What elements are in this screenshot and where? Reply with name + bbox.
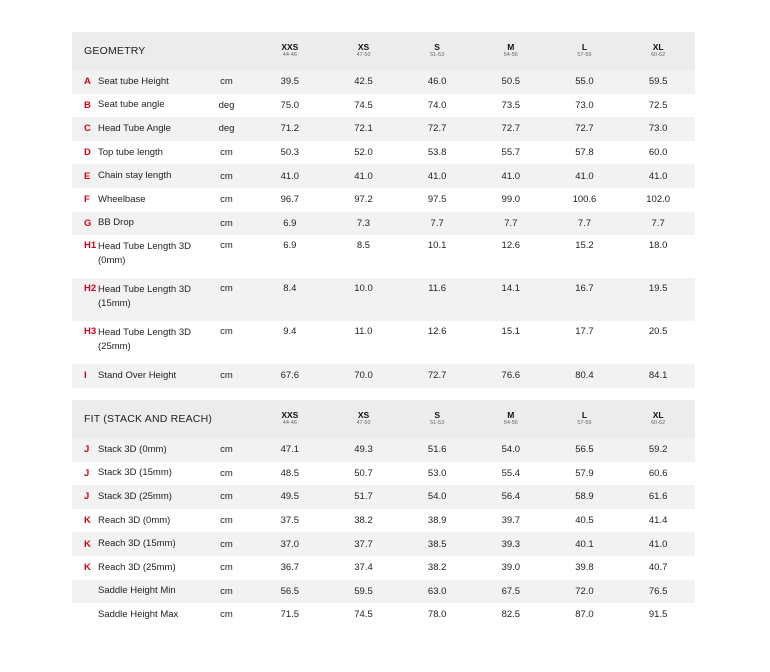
size-range: 57-59 <box>577 52 592 58</box>
size-header-l <box>548 400 622 438</box>
size-range: 51-53 <box>430 420 445 426</box>
table-row <box>72 141 695 165</box>
row-unit: cm <box>220 538 233 550</box>
size-header-xs <box>327 400 401 438</box>
value-cell: 16.7 <box>575 283 594 295</box>
value-cell: 8.5 <box>356 240 371 252</box>
size-name: M <box>507 410 515 420</box>
row-measurement-label: Seat tube angle <box>98 99 165 111</box>
value-cell: 74.5 <box>354 99 373 111</box>
value-cell: 67.6 <box>280 370 300 382</box>
table-row <box>72 532 695 556</box>
row-measurement-label: Stack 3D (15mm) <box>98 467 172 479</box>
size-name: XXS <box>281 42 299 52</box>
value-cell: 54.0 <box>501 444 521 456</box>
value-cell: 38.5 <box>427 538 447 550</box>
value-cell: 60.6 <box>648 467 668 479</box>
row-unit: deg <box>218 99 235 111</box>
table-row <box>72 462 695 486</box>
value-cell: 41.4 <box>648 515 668 527</box>
table-row <box>72 321 695 364</box>
value-cell: 9.4 <box>283 326 297 338</box>
value-cell: 56.4 <box>501 491 521 503</box>
value-cell: 11.0 <box>354 326 373 338</box>
value-cell: 37.0 <box>280 538 300 550</box>
value-cell: 72.5 <box>648 99 668 111</box>
row-letter-marker: A <box>84 76 91 88</box>
row-unit: cm <box>220 147 233 159</box>
value-cell: 38.2 <box>427 562 447 574</box>
geometry-header-row <box>72 32 695 70</box>
value-cell: 52.0 <box>354 147 373 159</box>
row-letter-marker: G <box>84 217 92 229</box>
value-cell: 8.4 <box>283 283 297 295</box>
value-cell: 72.7 <box>427 123 447 135</box>
value-cell: 50.3 <box>280 147 300 159</box>
value-cell: 73.5 <box>501 99 521 111</box>
row-measurement-label: Stand Over Height <box>98 369 177 381</box>
size-name: XL <box>652 410 664 420</box>
table-row <box>72 117 695 141</box>
value-cell: 100.6 <box>572 194 597 206</box>
value-cell: 41.0 <box>648 538 668 550</box>
table-row <box>72 509 695 533</box>
row-unit: cm <box>220 240 233 252</box>
value-cell: 74.5 <box>354 609 373 621</box>
value-cell: 37.7 <box>354 538 373 550</box>
value-cell: 42.5 <box>354 76 373 88</box>
value-cell: 53.0 <box>427 467 447 479</box>
row-measurement-label: Head Tube Angle <box>98 122 171 134</box>
value-cell: 53.8 <box>427 147 447 159</box>
row-letter-marker: I <box>84 370 87 382</box>
value-cell: 60.0 <box>648 147 668 159</box>
size-header-s <box>400 400 474 438</box>
table-row <box>72 603 695 627</box>
value-cell: 80.4 <box>575 370 594 382</box>
row-letter-marker: J <box>84 467 90 479</box>
value-cell: 73.0 <box>575 99 594 111</box>
value-cell: 82.5 <box>501 609 521 621</box>
value-cell: 39.7 <box>501 515 521 527</box>
size-name: L <box>581 410 588 420</box>
row-letter-marker: H3 <box>84 326 97 338</box>
row-letter-marker: E <box>84 170 91 182</box>
row-unit: cm <box>220 585 233 597</box>
row-letter-marker <box>72 580 98 604</box>
value-cell: 99.0 <box>501 194 521 206</box>
table-row <box>72 364 695 388</box>
row-measurement-label: Saddle Height Max <box>98 608 179 620</box>
size-name: XL <box>652 42 664 52</box>
size-header-l <box>548 32 622 70</box>
row-letter-marker: J <box>84 444 90 456</box>
row-unit: cm <box>220 76 233 88</box>
table-row <box>72 438 695 462</box>
size-range: 57-59 <box>577 420 592 426</box>
row-letter-marker: H2 <box>84 283 97 295</box>
value-cell: 11.6 <box>428 283 447 295</box>
size-name: XS <box>357 42 370 52</box>
size-range: 60-62 <box>651 420 666 426</box>
value-cell: 58.9 <box>575 491 594 503</box>
size-range: 54-56 <box>503 420 518 426</box>
row-letter-marker: K <box>84 515 91 527</box>
value-cell: 41.0 <box>427 170 447 182</box>
size-range: 47-50 <box>356 52 371 58</box>
row-letter-marker: J <box>84 491 90 503</box>
fit-table-body <box>72 438 695 627</box>
value-cell: 40.1 <box>575 538 594 550</box>
value-cell: 7.7 <box>577 217 592 229</box>
value-cell: 72.7 <box>575 123 594 135</box>
value-cell: 41.0 <box>354 170 373 182</box>
row-measurement-label: Seat tube Height <box>98 75 169 87</box>
size-header-m <box>474 32 548 70</box>
value-cell: 17.7 <box>575 326 594 338</box>
size-range: 44-46 <box>282 420 297 426</box>
value-cell: 40.5 <box>575 515 594 527</box>
size-header-xl <box>621 400 695 438</box>
value-cell: 37.4 <box>354 562 373 574</box>
table-row <box>72 70 695 94</box>
value-cell: 73.0 <box>648 123 668 135</box>
value-cell: 19.5 <box>648 283 668 295</box>
value-cell: 61.6 <box>648 491 668 503</box>
value-cell: 41.0 <box>648 170 668 182</box>
value-cell: 91.5 <box>648 609 668 621</box>
row-unit: cm <box>220 326 233 338</box>
table-row <box>72 164 695 188</box>
value-cell: 39.0 <box>501 562 521 574</box>
row-letter-marker: F <box>84 194 90 206</box>
value-cell: 14.1 <box>501 283 521 295</box>
value-cell: 59.5 <box>354 585 373 597</box>
value-cell: 39.5 <box>280 76 300 88</box>
row-unit: cm <box>220 170 233 182</box>
size-name: L <box>581 42 588 52</box>
value-cell: 40.7 <box>648 562 668 574</box>
value-cell: 7.7 <box>430 217 444 229</box>
value-cell: 10.0 <box>354 283 373 295</box>
row-measurement-label: Top tube length <box>98 146 163 158</box>
value-cell: 18.0 <box>648 240 668 252</box>
size-name: XS <box>357 410 370 420</box>
value-cell: 10.1 <box>427 240 447 252</box>
row-measurement-label: Head Tube Length 3D (0mm) <box>98 241 191 267</box>
value-cell: 20.5 <box>648 326 668 338</box>
value-cell: 39.8 <box>575 562 594 574</box>
table-row <box>72 278 695 321</box>
value-cell: 15.1 <box>501 326 521 338</box>
size-range: 60-62 <box>651 52 666 58</box>
size-header-m <box>474 400 548 438</box>
table-row <box>72 94 695 118</box>
row-measurement-label: Stack 3D (0mm) <box>98 443 167 455</box>
row-letter-marker: C <box>84 123 91 135</box>
value-cell: 12.6 <box>501 240 521 252</box>
value-cell: 12.6 <box>427 326 447 338</box>
row-measurement-label: BB Drop <box>98 217 134 229</box>
table-row <box>72 235 695 278</box>
row-unit: cm <box>220 217 233 229</box>
row-unit: cm <box>220 609 233 621</box>
value-cell: 76.6 <box>501 370 521 382</box>
size-header-xxs <box>253 32 327 70</box>
row-letter-marker: H1 <box>84 240 97 252</box>
value-cell: 50.7 <box>354 467 373 479</box>
row-letter-marker: K <box>84 562 91 574</box>
value-cell: 55.7 <box>501 147 521 159</box>
value-cell: 36.7 <box>280 562 300 574</box>
value-cell: 70.0 <box>354 370 373 382</box>
value-cell: 76.5 <box>648 585 668 597</box>
table-row <box>72 556 695 580</box>
value-cell: 50.5 <box>501 76 521 88</box>
value-cell: 59.5 <box>648 76 668 88</box>
geometry-table-body <box>72 70 695 388</box>
geometry-table <box>72 32 695 388</box>
value-cell: 41.0 <box>575 170 594 182</box>
value-cell: 97.5 <box>427 194 447 206</box>
value-cell: 38.2 <box>354 515 373 527</box>
value-cell: 57.9 <box>575 467 594 479</box>
size-range: 47-50 <box>356 420 371 426</box>
value-cell: 15.2 <box>575 240 594 252</box>
value-cell: 87.0 <box>575 609 594 621</box>
row-measurement-label: Reach 3D (25mm) <box>98 561 176 573</box>
value-cell: 49.3 <box>354 444 373 456</box>
value-cell: 46.0 <box>427 76 447 88</box>
value-cell: 72.7 <box>501 123 521 135</box>
value-cell: 7.7 <box>651 217 665 229</box>
fit-table <box>72 400 695 627</box>
value-cell: 55.4 <box>501 467 521 479</box>
value-cell: 39.3 <box>501 538 521 550</box>
row-measurement-label: Reach 3D (15mm) <box>98 538 176 550</box>
value-cell: 37.5 <box>280 515 300 527</box>
value-cell: 72.0 <box>575 585 594 597</box>
row-measurement-label: Head Tube Length 3D (15mm) <box>98 284 191 310</box>
size-name: XXS <box>281 410 299 420</box>
row-letter-marker: B <box>84 99 91 111</box>
value-cell: 55.0 <box>575 76 594 88</box>
table-row <box>72 212 695 236</box>
row-unit: cm <box>220 515 233 527</box>
value-cell: 41.0 <box>280 170 300 182</box>
row-measurement-label: Reach 3D (0mm) <box>98 514 171 526</box>
value-cell: 57.8 <box>575 147 594 159</box>
value-cell: 51.7 <box>354 491 373 503</box>
size-range: 54-56 <box>503 52 518 58</box>
value-cell: 63.0 <box>427 585 447 597</box>
row-unit: cm <box>220 467 233 479</box>
row-measurement-label: Head Tube Length 3D (25mm) <box>98 327 191 353</box>
value-cell: 41.0 <box>501 170 521 182</box>
fit-section <box>72 400 695 627</box>
size-range: 51-53 <box>430 52 445 58</box>
row-unit: cm <box>220 444 233 456</box>
value-cell: 49.5 <box>280 491 300 503</box>
table-row <box>72 188 695 212</box>
row-measurement-label: Stack 3D (25mm) <box>98 490 172 502</box>
value-cell: 56.5 <box>575 444 594 456</box>
row-unit: cm <box>220 491 233 503</box>
table-row <box>72 485 695 509</box>
value-cell: 97.2 <box>354 194 373 206</box>
value-cell: 56.5 <box>280 585 300 597</box>
row-measurement-label: Wheelbase <box>98 193 146 205</box>
value-cell: 72.7 <box>427 370 447 382</box>
geometry-section-title: GEOMETRY <box>84 45 146 57</box>
size-range: 44-46 <box>282 52 297 58</box>
row-unit: cm <box>220 562 233 574</box>
row-letter-marker <box>72 603 98 627</box>
row-unit: cm <box>220 283 233 295</box>
value-cell: 6.9 <box>283 240 297 252</box>
value-cell: 84.1 <box>648 370 668 382</box>
row-unit: deg <box>218 123 235 135</box>
row-letter-marker: K <box>84 538 91 550</box>
size-name: S <box>434 410 440 420</box>
value-cell: 67.5 <box>501 585 521 597</box>
row-unit: cm <box>220 194 233 206</box>
row-measurement-label: Chain stay length <box>98 170 172 182</box>
value-cell: 51.6 <box>427 444 447 456</box>
value-cell: 75.0 <box>280 99 300 111</box>
value-cell: 72.1 <box>354 123 373 135</box>
size-name: S <box>434 42 440 52</box>
value-cell: 54.0 <box>427 491 447 503</box>
value-cell: 74.0 <box>427 99 447 111</box>
size-header-xs <box>327 32 401 70</box>
fit-section-title: FIT (STACK AND REACH) <box>84 413 213 425</box>
value-cell: 7.3 <box>356 217 371 229</box>
value-cell: 7.7 <box>504 217 518 229</box>
value-cell: 71.5 <box>280 609 300 621</box>
value-cell: 47.1 <box>280 444 300 456</box>
size-header-s <box>400 32 474 70</box>
row-measurement-label: Saddle Height Min <box>98 585 176 597</box>
value-cell: 96.7 <box>280 194 300 206</box>
size-header-xxs <box>253 400 327 438</box>
fit-header-row <box>72 400 695 438</box>
value-cell: 59.2 <box>648 444 668 456</box>
value-cell: 38.9 <box>427 515 447 527</box>
value-cell: 71.2 <box>280 123 300 135</box>
table-row <box>72 580 695 604</box>
value-cell: 78.0 <box>427 609 447 621</box>
value-cell: 48.5 <box>280 467 300 479</box>
geometry-section <box>72 32 695 388</box>
row-unit: cm <box>220 370 233 382</box>
value-cell: 102.0 <box>646 194 671 206</box>
size-header-xl <box>621 32 695 70</box>
value-cell: 6.9 <box>283 217 297 229</box>
row-letter-marker: D <box>84 147 91 159</box>
size-name: M <box>507 42 515 52</box>
